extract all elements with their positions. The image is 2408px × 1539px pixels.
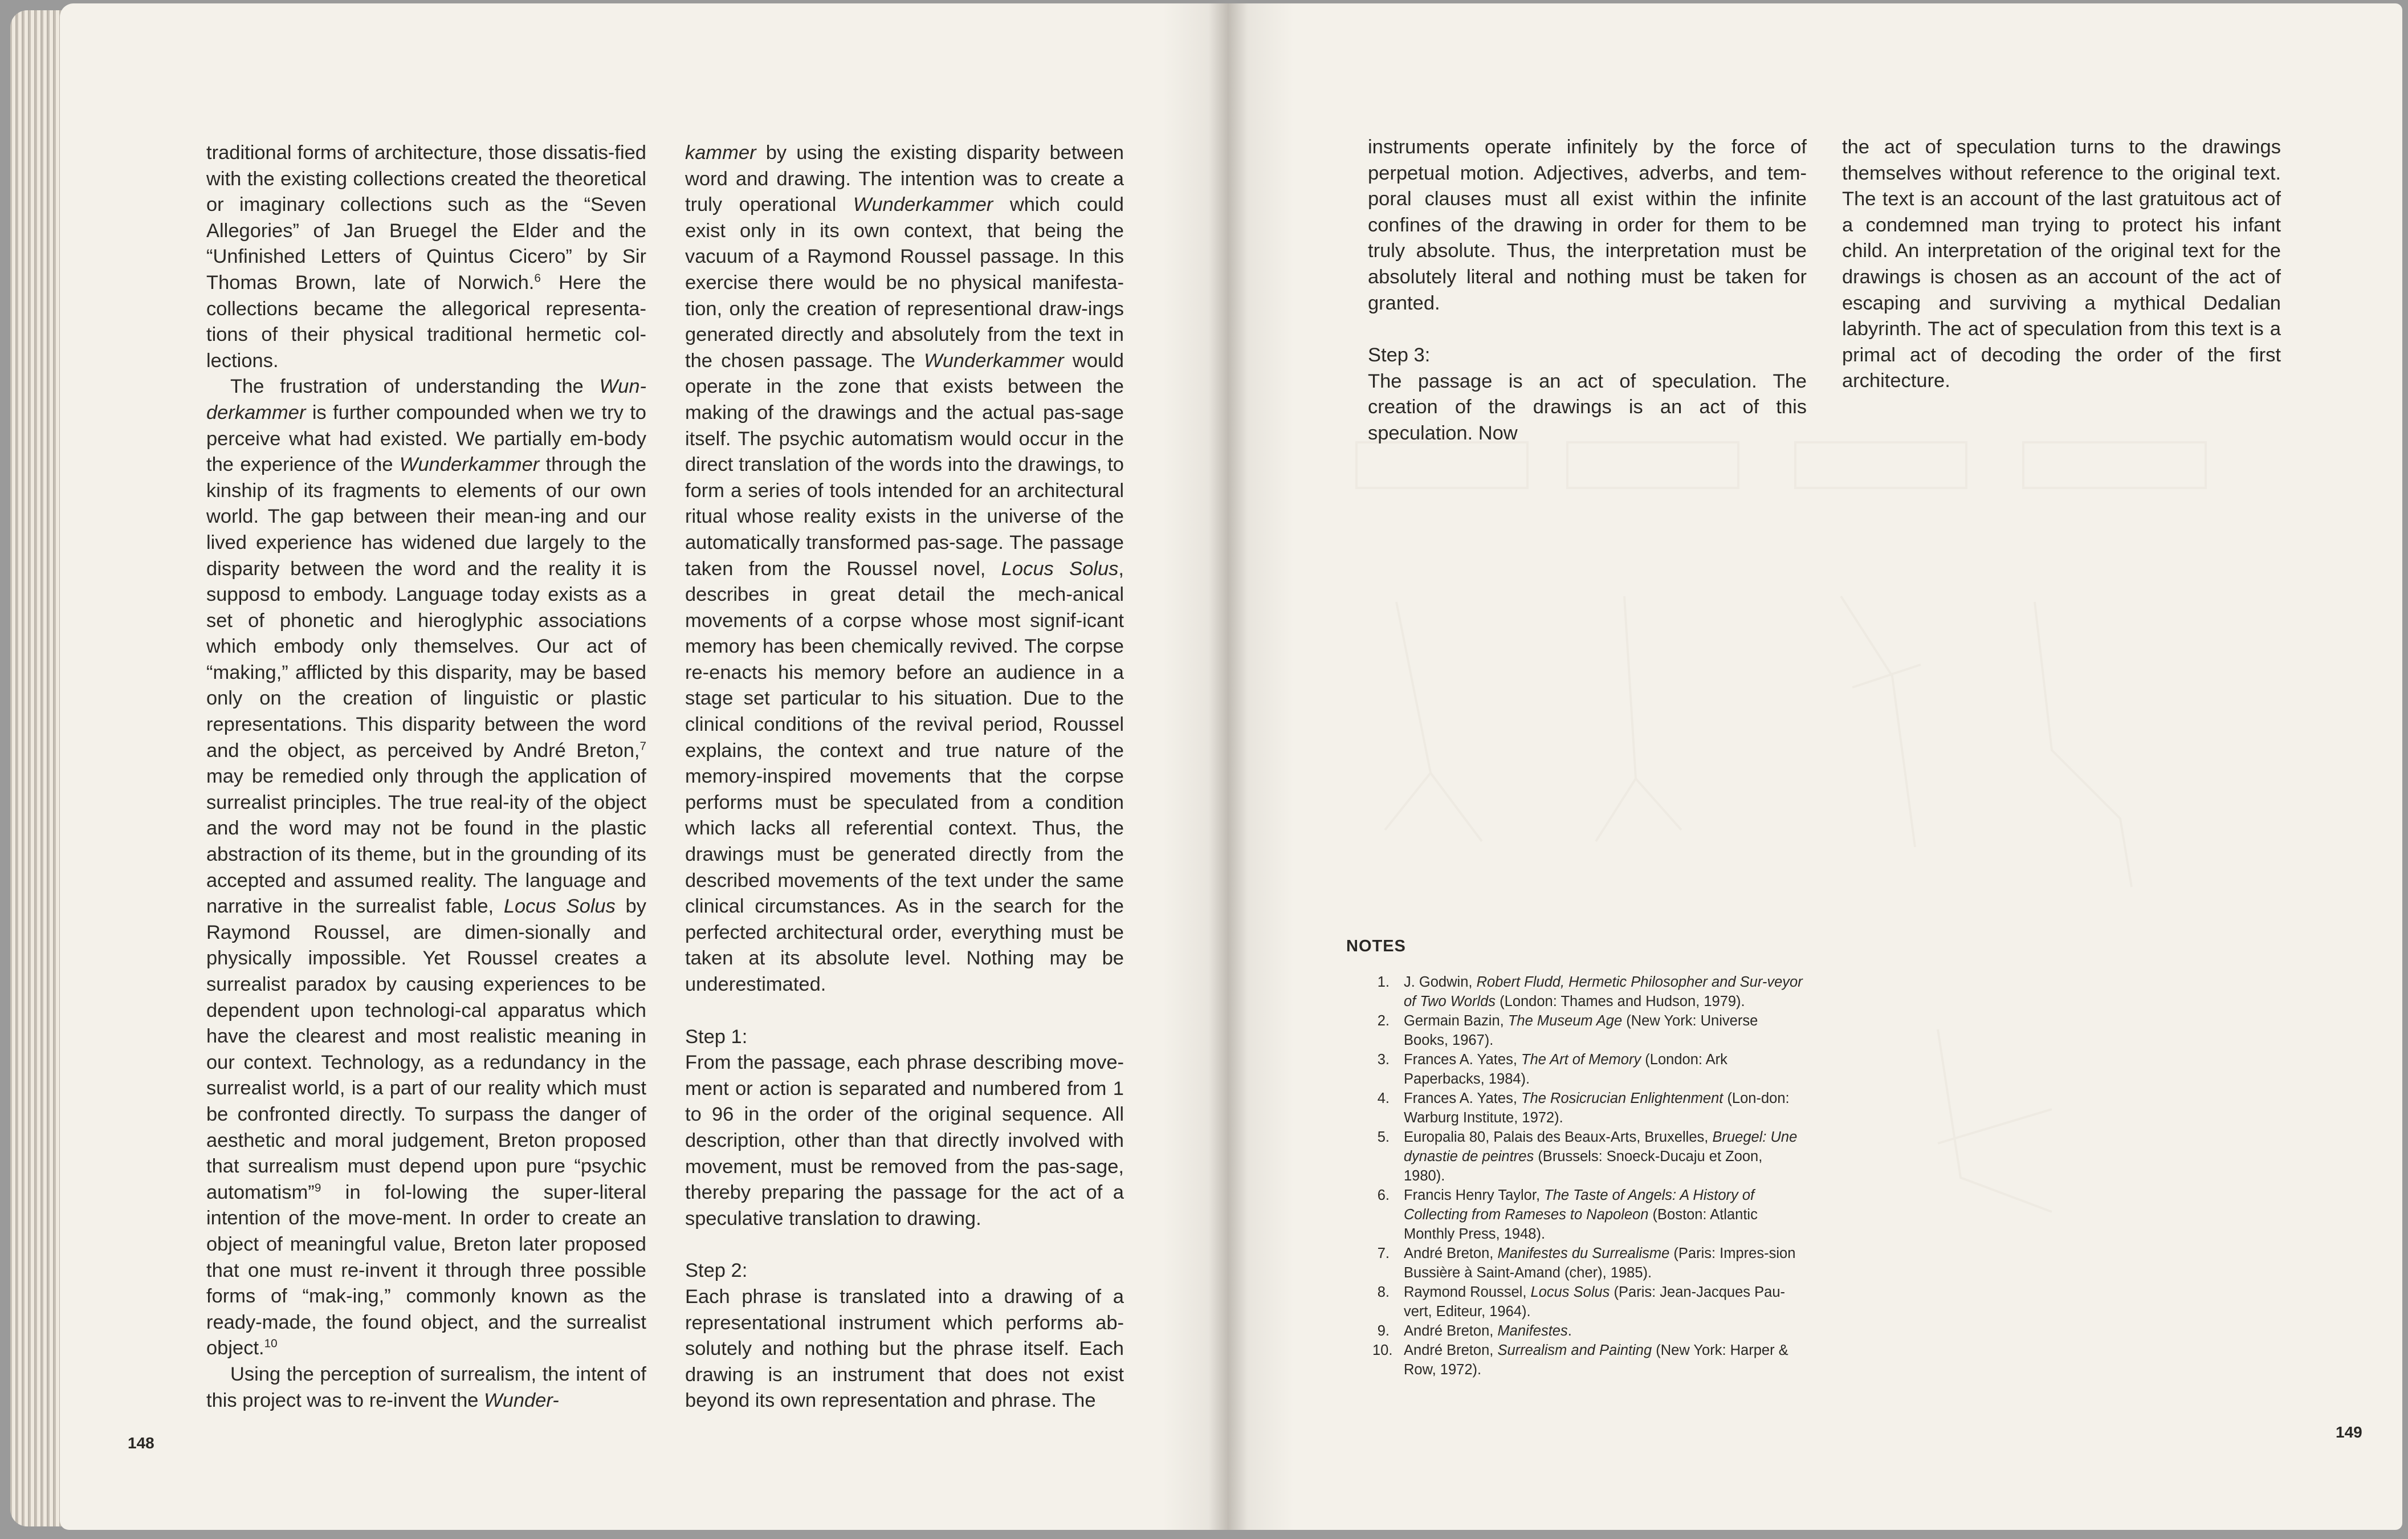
note-text: Francis Henry Taylor, The Taste of Angels: A History of Collecting from Rameses to Napoleon (Boston: Atlantic Monthly Press, 1948). (1404, 1187, 1758, 1242)
notes-list (1372, 972, 1806, 1379)
left-column-1 (206, 140, 646, 1414)
body-paragraph: instruments operate infinitely by the force of perpetual motion. Adjectives, adverbs, and tem-poral clauses must all exist within the infinite confines of the drawing in order for them to be truly absolute. Thus, the interpretation must be absolutely literal and nothing must be taken for granted. (1368, 136, 1807, 314)
right-column-1 (1368, 135, 1807, 447)
note-text: André Breton, Manifestes. (1404, 1323, 1572, 1339)
note-item (1372, 1011, 1806, 1050)
note-item (1372, 1321, 1806, 1341)
note-number: 8. (1377, 1284, 1390, 1300)
note-item (1372, 1282, 1806, 1321)
note-number: 10. (1372, 1342, 1393, 1358)
note-item (1372, 1127, 1806, 1186)
left-column-2 (685, 140, 1124, 1414)
note-text: J. Godwin, Robert Fludd, Hermetic Philosopher and Sur-veyor of Two Worlds (London: Thames and Hudson, 1979). (1404, 974, 1803, 1009)
step-paragraph: Step 1: From the passage, each phrase describing move-ment or action is separated and numbered from 1 to 96 in the order of the original sequence. All description, other than that directly involved with movement, must be removed from the pas-sage, thereby preparing the passage for the act of a speculative translation to drawing. (685, 1025, 1124, 1229)
right-column-2 (1842, 135, 2281, 394)
note-text: Frances A. Yates, The Art of Memory (London: Ark Paperbacks, 1984). (1404, 1052, 1727, 1087)
body-paragraph: Using the perception of surrealism, the intent of this project was to re-invent the Wunder- (206, 1363, 646, 1411)
note-text: Frances A. Yates, The Rosicrucian Enlightenment (Lon-don: Warburg Institute, 1972). (1404, 1090, 1790, 1126)
body-paragraph: traditional forms of architecture, those dissatis-fied with the existing collections created the theoretical or imaginary collections such as the “Seven Allegories” of Jan Bruegel the Elder and the “Unfinished Letters of Quintus Cicero” by Sir Thomas Brown, late of Norwich.$^6$ Here the collections became the allegorical representa-tions of their physical traditional hermetic col-lections. (206, 142, 646, 372)
note-number: 9. (1377, 1323, 1390, 1339)
note-item (1372, 1186, 1806, 1244)
spine-gutter (1163, 3, 1294, 1530)
note-number: 3. (1377, 1052, 1390, 1068)
note-item (1372, 1244, 1806, 1282)
note-text: André Breton, Surrealism and Painting (New York: Harper & Row, 1972). (1404, 1342, 1788, 1378)
body-paragraph: The frustration of understanding the Wun-derkammer is further compounded when we try to perceive what had existed. We partially em-body the experience of the Wunderkammer through the kinship of its fragments to elements of our own world. The gap between their mean-ing and our lived experience has widened due largely to the disparity between the word and the reality it is supposd to embody. Language today exists as a set of phonetic and hieroglyphic associations which embody only themselves. Our act of “making,” afflicted by this disparity, may be based only on the creation of linguistic or plastic representations. This disparity between the word and the object, as perceived by André Breton,$^7$ may be remedied only through the application of surrealist principles. The true real-ity of the object and the word may not be found in the plastic abstraction of its theme, but in the grounding of its accepted and assumed reality. The language and narrative in the surrealist fable, Locus Solus by Raymond Roussel, are dimen-sionally and physically impossible. Yet Roussel creates a surrealist paradox by causing experiences to be dependent upon technologi-cal apparatus which have the clearest and most realistic meaning in our context. Technology, as a redundancy in the surrealist world, is a part of our reality which must be confronted directly. To surpass the danger of aesthetic and moral judgement, Breton proposed that surrealism must depend upon pure “psychic automatism”$^9$ in fol-lowing the super-literal intention of the move-ment. In order to create an object of meaningful value, Breton later proposed that one must re-invent it through three possible forms of “mak-ing,” commonly known as the ready-made, the found object, and the surrealist object.$^{10}$ (206, 376, 646, 1359)
note-number: 1. (1377, 974, 1390, 990)
note-item (1372, 1050, 1806, 1089)
note-item (1372, 1341, 1806, 1379)
body-paragraph: kammer by using the existing disparity between word and drawing. The intention was to create a truly operational Wunderkammer which could exist only in its own context, that being the vacuum of a Raymond Roussel passage. In this exercise there would be no physical manifesta-tion, only the creation of representional draw-ings generated directly and absolutely from the text in the chosen passage. The Wunderkammer would operate in the zone that exists between the making of the drawings and the actual pas-sage itself. The psychic automatism would occur in the direct translation of the words into the drawings, to form a series of tools intended for an architectural ritual whose reality exists in the universe of the automatically transformed pas-sage. The passage taken from the Roussel novel, Locus Solus, describes in great detail the mech-anical movements of a corpse whose most signif-icant memory has been chemically revived. The corpse re-enacts his memory before an audience in a stage set particular to his situation. Due to the clinical conditions of the revival period, Roussel explains, the context and true nature of the memory-inspired movements that the corpse performs must be speculated from a condition which lacks all referential context. Thus, the drawings must be generated directly from the described movements of the text under the same clinical circumstances. As in the search for the perfected architectural order, everything must be taken at its absolute level. Nothing may be underestimated. (685, 142, 1124, 995)
note-text: Raymond Roussel, Locus Solus (Paris: Jean-Jacques Pau-vert, Editeur, 1964). (1404, 1284, 1785, 1320)
notes-heading: NOTES (1346, 937, 1406, 955)
note-item (1372, 972, 1806, 1011)
step-paragraph: Step 3: The passage is an act of speculation. The creation of the drawings is an act of this speculation. Now (1368, 344, 1807, 444)
note-text: André Breton, Manifestes du Surrealisme (Paris: Impres-sion Bussière à Saint-Amand (cher), 1985). (1404, 1245, 1796, 1281)
note-number: 5. (1377, 1129, 1390, 1145)
note-text: Germain Bazin, The Museum Age (New York: Universe Books, 1967). (1404, 1013, 1758, 1048)
body-paragraph: the act of speculation turns to the drawings themselves without reference to the original text. The text is an account of the last gratuitous act of a condemned man trying to protect his infant child. An interpretation of the original text for the drawings is chosen as an account of the act of escaping and surviving a mythical Dedalian labyrinth. The act of speculation from this text is a primal act of decoding the order of the first architecture. (1842, 136, 2281, 392)
note-text: Europalia 80, Palais des Beaux-Arts, Bruxelles, Bruegel: Une dynastie de peintres (Brussels: Snoeck-Ducaju et Zoon, 1980). (1404, 1129, 1798, 1184)
note-number: 2. (1377, 1013, 1390, 1029)
note-item (1372, 1089, 1806, 1127)
note-number: 4. (1377, 1090, 1390, 1106)
page-number-left: 148 (128, 1434, 154, 1452)
step-paragraph: Step 2: Each phrase is translated into a drawing of a representational instrument which performs ab-solutely and nothing but the phrase itself. Each drawing is an instrument that does not exist beyond its own representation and phrase. The (685, 1260, 1124, 1412)
note-number: 7. (1377, 1245, 1390, 1261)
note-number: 6. (1377, 1187, 1390, 1203)
page-number-right: 149 (2336, 1423, 2362, 1441)
